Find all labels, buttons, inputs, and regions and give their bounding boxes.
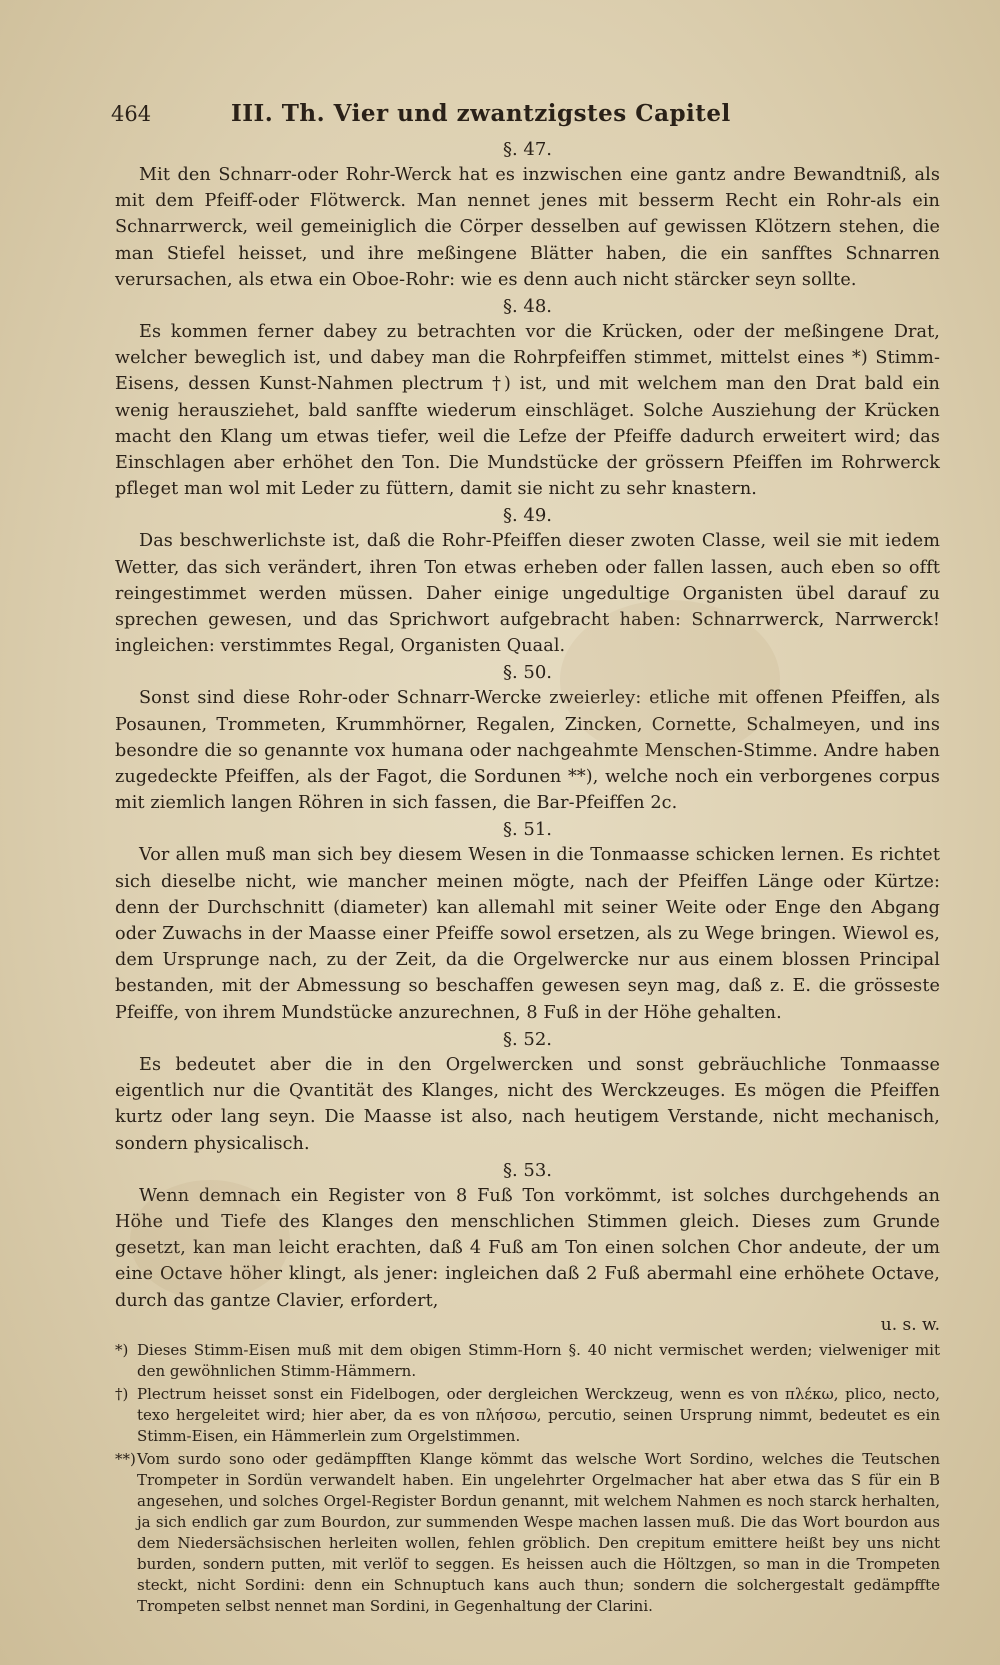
footnote: [115, 1449, 940, 1617]
footnote: [115, 1384, 940, 1447]
running-head: III. Th. Vier und zwantzigstes Capitel: [231, 100, 731, 127]
footnote-text: Plectrum heisset sonst ein Fidelbogen, oder dergleichen Werckzeug, wenn es von πλέκω, plico, necto, texo hergeleitet wird; hier aber, da es von πλήσσω, percutio, seinen Ursprung nimmt, bedeutet es ein Stimm-Eisen, ein Hämmerlein zum Orgelstimmen.: [137, 1384, 940, 1445]
section-49: [115, 504, 940, 659]
section-number: §. 52.: [502, 1028, 553, 1050]
paragraph: Mit den Schnarr-oder Rohr-Werck hat es inzwischen eine gantz andre Bewandtniß, als mit dem Pfeiff-oder Flötwerck. Man nennet jenes mit besserm Recht ein Rohr-als ein Schnarrwerck, weil gemeiniglich die Cörper desselben auf gewissen Klötzern stehen, die man Stiefel heisset, und ihre meßingene Blätter haben, die ein sanfftes Schnarren verursachen, als etwa ein Oboe-Rohr: wie es denn auch nicht stärcker seyn sollte.: [115, 165, 940, 290]
section-number: §. 47.: [502, 139, 553, 160]
section-number: §. 51.: [502, 819, 553, 841]
footnote-mark: †): [115, 1384, 129, 1403]
end-line: u. s. w.: [880, 1314, 940, 1335]
paragraph: Es bedeutet aber die in den Orgelwercken und sonst gebräuchliche Tonmaasse eigentlich nur die Qvantität des Klanges, nicht des Werckzeuges. Es mögen die Pfeiffen kurtz oder lang seyn. Die Maasse ist also, nach heutigem Verstande, nicht mechanisch, sondern physicalisch.: [115, 1054, 940, 1154]
paragraph: Sonst sind diese Rohr-oder Schnarr-Wercke zweierley: etliche mit offenen Pfeiffen, als Posaunen, Trommeten, Krummhörner, Regalen, Zincken, Cornette, Schalmeyen, und ins besondre die so genannte vox humana oder nachgeahmte Menschen-Stimme. Andre haben zugedeckte Pfeiffen, als der Fagot, die Sordunen **), welche noch ein verborgenes corpus mit ziemlich langen Röhren in sich fassen, die Bar-Pfeiffen 2c.: [115, 688, 940, 814]
footnotes: [115, 1340, 940, 1617]
section-50: [115, 661, 940, 816]
footnote-text: Dieses Stimm-Eisen muß mit dem obigen Stimm-Horn §. 40 nicht vermischet werden; vielweniger mit den gewöhnlichen Stimm-Hämmern.: [137, 1340, 940, 1380]
section-47: [115, 138, 940, 293]
section-number: §. 49.: [502, 505, 553, 527]
section-number: §. 50.: [502, 662, 553, 684]
section-52: [115, 1028, 940, 1157]
section-51: [115, 818, 940, 1025]
page-number: 464: [111, 102, 152, 126]
section-48: [115, 295, 940, 502]
section-number: §. 53.: [502, 1159, 553, 1181]
footnote-mark: **): [115, 1449, 136, 1468]
section-number: §. 48.: [502, 296, 553, 318]
paragraph: Vor allen muß man sich bey diesem Wesen in die Tonmaasse schicken lernen. Es richtet sich dieselbe nicht, wie mancher meinen mögte, nach der Pfeiffen Länge oder Kürtze: denn der Durchschnitt (diameter) kan allemahl mit seiner Weite oder Enge den Abgang oder Zuwachs in der Maasse einer Pfeiffe sowol ersetzen, als zu Wege bringen. Wiewol es, dem Ursprunge nach, zu der Zeit, da die Orgelwercke nur aus einem blossen Principal bestanden, mit der Abmessung so beschaffen gewesen seyn mag, daß z. E. die grösseste Pfeiffe, von ihrem Mundstücke anzurechnen, 8 Fuß in der Höhe gehalten.: [115, 845, 940, 1023]
page-header: [111, 100, 940, 132]
footnote-mark: *): [115, 1340, 129, 1359]
paragraph: Wenn demnach ein Register von 8 Fuß Ton vorkömmt, ist solches durchgehends an Höhe und Tiefe des Klanges den menschlichen Stimmen gleich. Dieses zum Grunde gesetzt, kan man leicht erachten, daß 4 Fuß am Ton einen solchen Chor andeute, der um eine Octave höher klingt, als jener: ingleichen daß 2 Fuß abermahl eine erhöhete Octave, durch das gantze Clavier, erfordert,: [115, 1185, 940, 1311]
section-53: [115, 1159, 940, 1336]
footnote-text: Vom surdo sono oder gedämpfften Klange kömmt das welsche Wort Sordino, welches die Teutschen Trompeter in Sordün verwandelt haben. Ein ungelehrter Orgelmacher hat aber etwa das S für ein B angesehen, und solches Orgel-Register Bordun genannt, mit welchem Nahmen es noch starck herhalten, ja sich endlich gar zum Bourdon, zur summenden Wespe machen lassen muß. Die das Wort bourdon aus dem Niedersächsischen herleiten wollen, fehlen gröblich. Den crepitum emittere heißt bey uns nicht burden, sondern putten, mit verlöf to seggen. Es heissen auch die Höltzgen, so man in die Trompeten steckt, nicht Sordini: denn ein Schnuptuch kans auch thun; sondern die solchergestalt gedämpffte Trompeten selbst nennet man Sordini, in Gegenhaltung der Clarini.: [137, 1449, 940, 1615]
paragraph: Es kommen ferner dabey zu betrachten vor die Krücken, oder der meßingene Drat, welcher beweglich ist, und dabey man die Rohrpfeiffen stimmet, mittelst eines *) Stimm-Eisens, dessen Kunst-Nahmen plectrum †) ist, und mit welchem man den Drat bald ein wenig herausziehet, bald sanffte wiederum einschläget. Solche Ausziehung der Krücken macht den Klang um etwas tiefer, weil die Lefze der Pfeiffe dadurch erweitert wird; das Einschlagen aber erhöhet den Ton. Die Mundstücke der grössern Pfeiffen im Rohrwerck pfleget man wol mit Leder zu füttern, damit sie nicht zu sehr knastern.: [115, 322, 940, 500]
footnote: [115, 1340, 940, 1382]
paragraph: Das beschwerlichste ist, daß die Rohr-Pfeiffen dieser zwoten Classe, weil sie mit iedem Wetter, das sich verändert, ihren Ton etwas erheben oder fallen lassen, auch eben so offt reingestimmet werden müssen. Daher einige ungedultige Organisten übel darauf zu sprechen gewesen, und das Sprichwort aufgebracht haben: Schnarrwerck, Narrwerck! ingleichen: verstimmtes Regal, Organisten Quaal.: [115, 531, 940, 657]
